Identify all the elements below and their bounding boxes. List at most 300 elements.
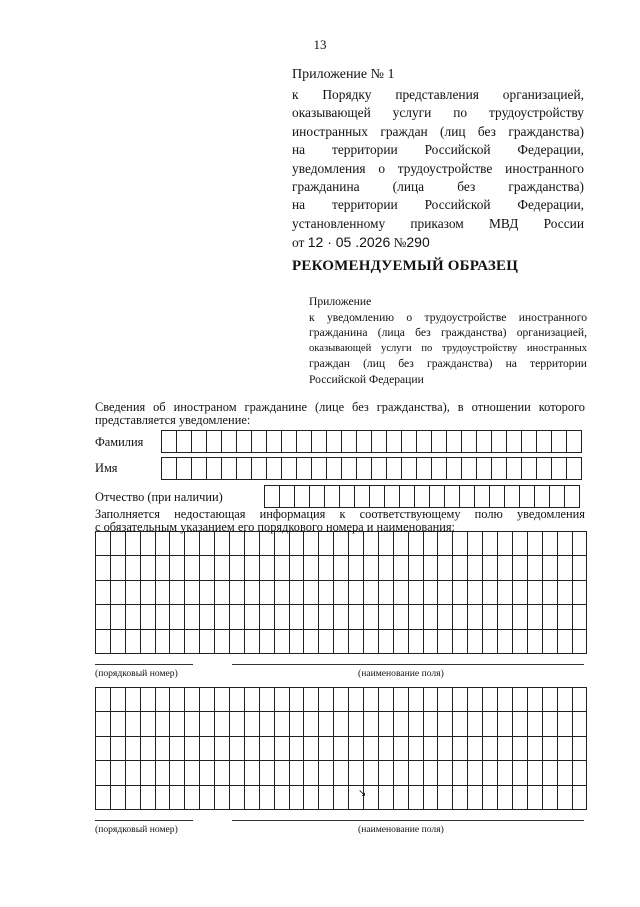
- character-cell[interactable]: [468, 688, 483, 712]
- character-cell[interactable]: [415, 486, 430, 508]
- character-cell[interactable]: [327, 431, 342, 453]
- character-cell[interactable]: [126, 532, 141, 556]
- character-cell[interactable]: [185, 761, 200, 785]
- character-cell[interactable]: [552, 431, 567, 453]
- character-cell[interactable]: [483, 532, 498, 556]
- character-cell[interactable]: [185, 688, 200, 712]
- character-cell[interactable]: [156, 532, 171, 556]
- character-cell[interactable]: [275, 556, 290, 580]
- character-cell[interactable]: [543, 737, 558, 761]
- character-cell[interactable]: [96, 605, 111, 629]
- character-cell[interactable]: [483, 630, 498, 654]
- character-cell[interactable]: [334, 688, 349, 712]
- character-cell[interactable]: [394, 581, 409, 605]
- character-cell[interactable]: [379, 761, 394, 785]
- character-cell[interactable]: [141, 532, 156, 556]
- character-cell[interactable]: [528, 630, 543, 654]
- character-cell[interactable]: [438, 712, 453, 736]
- surname-cells[interactable]: [161, 430, 582, 453]
- character-cell[interactable]: [290, 605, 305, 629]
- character-cell[interactable]: [156, 786, 171, 810]
- character-cell[interactable]: [200, 532, 215, 556]
- character-cell[interactable]: [468, 532, 483, 556]
- character-cell[interactable]: [141, 737, 156, 761]
- character-cell[interactable]: [445, 486, 460, 508]
- character-cell[interactable]: [528, 786, 543, 810]
- character-cell[interactable]: [342, 458, 357, 480]
- missing-info-cells-block-2[interactable]: [95, 687, 587, 810]
- character-cell[interactable]: [215, 737, 230, 761]
- character-cell[interactable]: [349, 556, 364, 580]
- character-cell[interactable]: [126, 630, 141, 654]
- character-cell[interactable]: [409, 712, 424, 736]
- character-cell[interactable]: [141, 630, 156, 654]
- character-cell[interactable]: [260, 532, 275, 556]
- character-cell[interactable]: [192, 431, 207, 453]
- character-cell[interactable]: [453, 761, 468, 785]
- character-cell[interactable]: [230, 581, 245, 605]
- character-cell[interactable]: [215, 761, 230, 785]
- character-cell[interactable]: [230, 630, 245, 654]
- character-cell[interactable]: [424, 581, 439, 605]
- character-cell[interactable]: [156, 761, 171, 785]
- character-cell[interactable]: [342, 431, 357, 453]
- character-cell[interactable]: [453, 532, 468, 556]
- character-cell[interactable]: [424, 761, 439, 785]
- character-cell[interactable]: [170, 532, 185, 556]
- character-cell[interactable]: [156, 605, 171, 629]
- character-cell[interactable]: [453, 605, 468, 629]
- character-cell[interactable]: [260, 556, 275, 580]
- character-cell[interactable]: [379, 581, 394, 605]
- character-cell[interactable]: [543, 581, 558, 605]
- character-cell[interactable]: [215, 630, 230, 654]
- character-cell[interactable]: [498, 630, 513, 654]
- character-cell[interactable]: [185, 532, 200, 556]
- character-cell[interactable]: [528, 712, 543, 736]
- character-cell[interactable]: [424, 630, 439, 654]
- character-cell[interactable]: [453, 688, 468, 712]
- character-cell[interactable]: [192, 458, 207, 480]
- character-cell[interactable]: [260, 630, 275, 654]
- character-cell[interactable]: [447, 431, 462, 453]
- character-cell[interactable]: [312, 458, 327, 480]
- character-cell[interactable]: [275, 630, 290, 654]
- character-cell[interactable]: [334, 605, 349, 629]
- character-cell[interactable]: [215, 712, 230, 736]
- character-cell[interactable]: [126, 688, 141, 712]
- character-cell[interactable]: [304, 786, 319, 810]
- character-cell[interactable]: [200, 761, 215, 785]
- character-cell[interactable]: [573, 605, 588, 629]
- character-cell[interactable]: [573, 761, 588, 785]
- character-cell[interactable]: [370, 486, 385, 508]
- character-cell[interactable]: [111, 556, 126, 580]
- character-cell[interactable]: [558, 532, 573, 556]
- character-cell[interactable]: [573, 556, 588, 580]
- patronymic-cells[interactable]: [264, 485, 580, 508]
- character-cell[interactable]: [438, 605, 453, 629]
- character-cell[interactable]: [453, 556, 468, 580]
- character-cell[interactable]: [215, 605, 230, 629]
- character-cell[interactable]: [379, 532, 394, 556]
- character-cell[interactable]: [483, 581, 498, 605]
- character-cell[interactable]: [438, 581, 453, 605]
- name-cells[interactable]: [161, 457, 582, 480]
- character-cell[interactable]: [96, 737, 111, 761]
- character-cell[interactable]: [349, 688, 364, 712]
- character-cell[interactable]: [438, 688, 453, 712]
- character-cell[interactable]: [141, 712, 156, 736]
- character-cell[interactable]: [522, 458, 537, 480]
- character-cell[interactable]: [170, 605, 185, 629]
- character-cell[interactable]: [498, 556, 513, 580]
- character-cell[interactable]: [543, 532, 558, 556]
- character-cell[interactable]: [379, 712, 394, 736]
- character-cell[interactable]: [552, 458, 567, 480]
- character-cell[interactable]: [573, 737, 588, 761]
- character-cell[interactable]: [558, 630, 573, 654]
- character-cell[interactable]: [126, 737, 141, 761]
- character-cell[interactable]: [483, 761, 498, 785]
- character-cell[interactable]: [141, 556, 156, 580]
- character-cell[interactable]: [364, 605, 379, 629]
- character-cell[interactable]: [304, 761, 319, 785]
- character-cell[interactable]: [468, 605, 483, 629]
- character-cell[interactable]: [432, 458, 447, 480]
- character-cell[interactable]: [111, 605, 126, 629]
- character-cell[interactable]: [230, 712, 245, 736]
- character-cell[interactable]: [96, 630, 111, 654]
- character-cell[interactable]: [460, 486, 475, 508]
- character-cell[interactable]: [334, 712, 349, 736]
- character-cell[interactable]: [156, 556, 171, 580]
- character-cell[interactable]: [349, 581, 364, 605]
- character-cell[interactable]: [297, 431, 312, 453]
- character-cell[interactable]: [400, 486, 415, 508]
- character-cell[interactable]: [409, 761, 424, 785]
- character-cell[interactable]: [379, 786, 394, 810]
- character-cell[interactable]: [565, 486, 580, 508]
- character-cell[interactable]: [447, 458, 462, 480]
- character-cell[interactable]: [477, 458, 492, 480]
- character-cell[interactable]: [394, 688, 409, 712]
- character-cell[interactable]: [156, 712, 171, 736]
- character-cell[interactable]: [200, 688, 215, 712]
- character-cell[interactable]: [453, 630, 468, 654]
- character-cell[interactable]: [424, 688, 439, 712]
- character-cell[interactable]: [185, 581, 200, 605]
- character-cell[interactable]: [409, 786, 424, 810]
- character-cell[interactable]: [513, 556, 528, 580]
- character-cell[interactable]: [432, 431, 447, 453]
- character-cell[interactable]: [245, 761, 260, 785]
- character-cell[interactable]: [483, 605, 498, 629]
- character-cell[interactable]: [141, 581, 156, 605]
- character-cell[interactable]: [96, 581, 111, 605]
- character-cell[interactable]: [537, 431, 552, 453]
- character-cell[interactable]: [409, 688, 424, 712]
- character-cell[interactable]: [387, 431, 402, 453]
- character-cell[interactable]: [319, 605, 334, 629]
- character-cell[interactable]: [96, 688, 111, 712]
- character-cell[interactable]: [453, 737, 468, 761]
- character-cell[interactable]: [260, 712, 275, 736]
- character-cell[interactable]: [126, 786, 141, 810]
- character-cell[interactable]: [96, 556, 111, 580]
- character-cell[interactable]: [349, 630, 364, 654]
- character-cell[interactable]: [334, 761, 349, 785]
- character-cell[interactable]: [304, 630, 319, 654]
- character-cell[interactable]: [355, 486, 370, 508]
- character-cell[interactable]: [528, 761, 543, 785]
- character-cell[interactable]: [424, 712, 439, 736]
- character-cell[interactable]: [290, 556, 305, 580]
- character-cell[interactable]: [483, 556, 498, 580]
- character-cell[interactable]: [141, 786, 156, 810]
- character-cell[interactable]: [468, 786, 483, 810]
- character-cell[interactable]: [245, 737, 260, 761]
- character-cell[interactable]: [111, 737, 126, 761]
- character-cell[interactable]: [170, 688, 185, 712]
- character-cell[interactable]: [543, 786, 558, 810]
- character-cell[interactable]: [573, 786, 588, 810]
- character-cell[interactable]: [282, 431, 297, 453]
- character-cell[interactable]: [507, 431, 522, 453]
- character-cell[interactable]: [394, 532, 409, 556]
- character-cell[interactable]: [126, 712, 141, 736]
- character-cell[interactable]: [334, 630, 349, 654]
- character-cell[interactable]: [230, 532, 245, 556]
- character-cell[interactable]: [215, 532, 230, 556]
- character-cell[interactable]: [170, 712, 185, 736]
- character-cell[interactable]: [111, 630, 126, 654]
- character-cell[interactable]: [141, 605, 156, 629]
- character-cell[interactable]: [468, 581, 483, 605]
- character-cell[interactable]: [304, 605, 319, 629]
- character-cell[interactable]: [409, 630, 424, 654]
- character-cell[interactable]: [334, 532, 349, 556]
- character-cell[interactable]: [438, 737, 453, 761]
- character-cell[interactable]: [207, 431, 222, 453]
- character-cell[interactable]: [558, 786, 573, 810]
- character-cell[interactable]: [379, 688, 394, 712]
- character-cell[interactable]: [505, 486, 520, 508]
- character-cell[interactable]: [498, 737, 513, 761]
- character-cell[interactable]: [162, 431, 177, 453]
- character-cell[interactable]: [498, 786, 513, 810]
- character-cell[interactable]: [111, 712, 126, 736]
- character-cell[interactable]: [126, 581, 141, 605]
- character-cell[interactable]: [558, 761, 573, 785]
- character-cell[interactable]: [543, 630, 558, 654]
- character-cell[interactable]: [230, 556, 245, 580]
- character-cell[interactable]: [490, 486, 505, 508]
- character-cell[interactable]: [528, 688, 543, 712]
- character-cell[interactable]: [245, 556, 260, 580]
- character-cell[interactable]: [513, 630, 528, 654]
- character-cell[interactable]: [364, 581, 379, 605]
- character-cell[interactable]: [162, 458, 177, 480]
- character-cell[interactable]: [364, 761, 379, 785]
- character-cell[interactable]: [245, 786, 260, 810]
- character-cell[interactable]: [290, 688, 305, 712]
- character-cell[interactable]: [111, 786, 126, 810]
- character-cell[interactable]: [260, 737, 275, 761]
- character-cell[interactable]: [222, 458, 237, 480]
- character-cell[interactable]: [394, 761, 409, 785]
- character-cell[interactable]: [267, 458, 282, 480]
- character-cell[interactable]: [260, 786, 275, 810]
- character-cell[interactable]: [252, 458, 267, 480]
- character-cell[interactable]: [573, 532, 588, 556]
- character-cell[interactable]: [304, 737, 319, 761]
- character-cell[interactable]: [170, 737, 185, 761]
- character-cell[interactable]: [275, 786, 290, 810]
- character-cell[interactable]: [334, 737, 349, 761]
- character-cell[interactable]: [468, 712, 483, 736]
- character-cell[interactable]: [200, 556, 215, 580]
- character-cell[interactable]: [558, 605, 573, 629]
- character-cell[interactable]: [349, 737, 364, 761]
- character-cell[interactable]: [573, 712, 588, 736]
- character-cell[interactable]: [245, 605, 260, 629]
- character-cell[interactable]: [394, 630, 409, 654]
- character-cell[interactable]: [453, 712, 468, 736]
- character-cell[interactable]: [364, 532, 379, 556]
- character-cell[interactable]: [237, 431, 252, 453]
- character-cell[interactable]: [513, 737, 528, 761]
- character-cell[interactable]: [573, 688, 588, 712]
- character-cell[interactable]: [492, 458, 507, 480]
- character-cell[interactable]: [319, 786, 334, 810]
- character-cell[interactable]: [543, 605, 558, 629]
- character-cell[interactable]: [275, 581, 290, 605]
- character-cell[interactable]: [477, 431, 492, 453]
- character-cell[interactable]: [385, 486, 400, 508]
- character-cell[interactable]: [334, 786, 349, 810]
- character-cell[interactable]: [111, 532, 126, 556]
- character-cell[interactable]: [304, 556, 319, 580]
- character-cell[interactable]: [528, 581, 543, 605]
- character-cell[interactable]: [379, 737, 394, 761]
- character-cell[interactable]: [111, 761, 126, 785]
- missing-info-cells-block-1[interactable]: [95, 531, 587, 654]
- character-cell[interactable]: [319, 737, 334, 761]
- character-cell[interactable]: [280, 486, 295, 508]
- character-cell[interactable]: [387, 458, 402, 480]
- character-cell[interactable]: [170, 630, 185, 654]
- character-cell[interactable]: [558, 556, 573, 580]
- character-cell[interactable]: [200, 605, 215, 629]
- character-cell[interactable]: [528, 532, 543, 556]
- character-cell[interactable]: [275, 532, 290, 556]
- character-cell[interactable]: [468, 761, 483, 785]
- character-cell[interactable]: [357, 431, 372, 453]
- character-cell[interactable]: [126, 556, 141, 580]
- character-cell[interactable]: [185, 786, 200, 810]
- character-cell[interactable]: [282, 458, 297, 480]
- character-cell[interactable]: [349, 712, 364, 736]
- character-cell[interactable]: [96, 532, 111, 556]
- character-cell[interactable]: [319, 556, 334, 580]
- character-cell[interactable]: [438, 532, 453, 556]
- character-cell[interactable]: [267, 431, 282, 453]
- character-cell[interactable]: [111, 688, 126, 712]
- character-cell[interactable]: [275, 688, 290, 712]
- character-cell[interactable]: [394, 786, 409, 810]
- character-cell[interactable]: [468, 737, 483, 761]
- character-cell[interactable]: [200, 712, 215, 736]
- character-cell[interactable]: [237, 458, 252, 480]
- character-cell[interactable]: [319, 630, 334, 654]
- character-cell[interactable]: [207, 458, 222, 480]
- character-cell[interactable]: [438, 761, 453, 785]
- character-cell[interactable]: [290, 712, 305, 736]
- character-cell[interactable]: [111, 581, 126, 605]
- character-cell[interactable]: [185, 712, 200, 736]
- character-cell[interactable]: [528, 605, 543, 629]
- character-cell[interactable]: [513, 581, 528, 605]
- character-cell[interactable]: [349, 532, 364, 556]
- character-cell[interactable]: [126, 761, 141, 785]
- character-cell[interactable]: [558, 688, 573, 712]
- character-cell[interactable]: [513, 712, 528, 736]
- character-cell[interactable]: [230, 761, 245, 785]
- character-cell[interactable]: [394, 605, 409, 629]
- character-cell[interactable]: [185, 630, 200, 654]
- character-cell[interactable]: [260, 761, 275, 785]
- character-cell[interactable]: [372, 458, 387, 480]
- character-cell[interactable]: [424, 532, 439, 556]
- character-cell[interactable]: [304, 688, 319, 712]
- character-cell[interactable]: [170, 556, 185, 580]
- character-cell[interactable]: [319, 761, 334, 785]
- character-cell[interactable]: [543, 712, 558, 736]
- character-cell[interactable]: [215, 581, 230, 605]
- character-cell[interactable]: [537, 458, 552, 480]
- character-cell[interactable]: [409, 532, 424, 556]
- character-cell[interactable]: [170, 786, 185, 810]
- character-cell[interactable]: [468, 630, 483, 654]
- character-cell[interactable]: [402, 431, 417, 453]
- character-cell[interactable]: [453, 786, 468, 810]
- character-cell[interactable]: [513, 761, 528, 785]
- character-cell[interactable]: [424, 786, 439, 810]
- character-cell[interactable]: [222, 431, 237, 453]
- character-cell[interactable]: [528, 556, 543, 580]
- character-cell[interactable]: [543, 761, 558, 785]
- character-cell[interactable]: [265, 486, 280, 508]
- character-cell[interactable]: [275, 761, 290, 785]
- character-cell[interactable]: [290, 581, 305, 605]
- character-cell[interactable]: [170, 761, 185, 785]
- character-cell[interactable]: [275, 737, 290, 761]
- character-cell[interactable]: [290, 630, 305, 654]
- character-cell[interactable]: [492, 431, 507, 453]
- character-cell[interactable]: [312, 431, 327, 453]
- character-cell[interactable]: [394, 737, 409, 761]
- character-cell[interactable]: [327, 458, 342, 480]
- character-cell[interactable]: [170, 581, 185, 605]
- character-cell[interactable]: [424, 737, 439, 761]
- character-cell[interactable]: [200, 630, 215, 654]
- character-cell[interactable]: [230, 605, 245, 629]
- character-cell[interactable]: [453, 581, 468, 605]
- character-cell[interactable]: [567, 458, 582, 480]
- character-cell[interactable]: [394, 712, 409, 736]
- character-cell[interactable]: [185, 605, 200, 629]
